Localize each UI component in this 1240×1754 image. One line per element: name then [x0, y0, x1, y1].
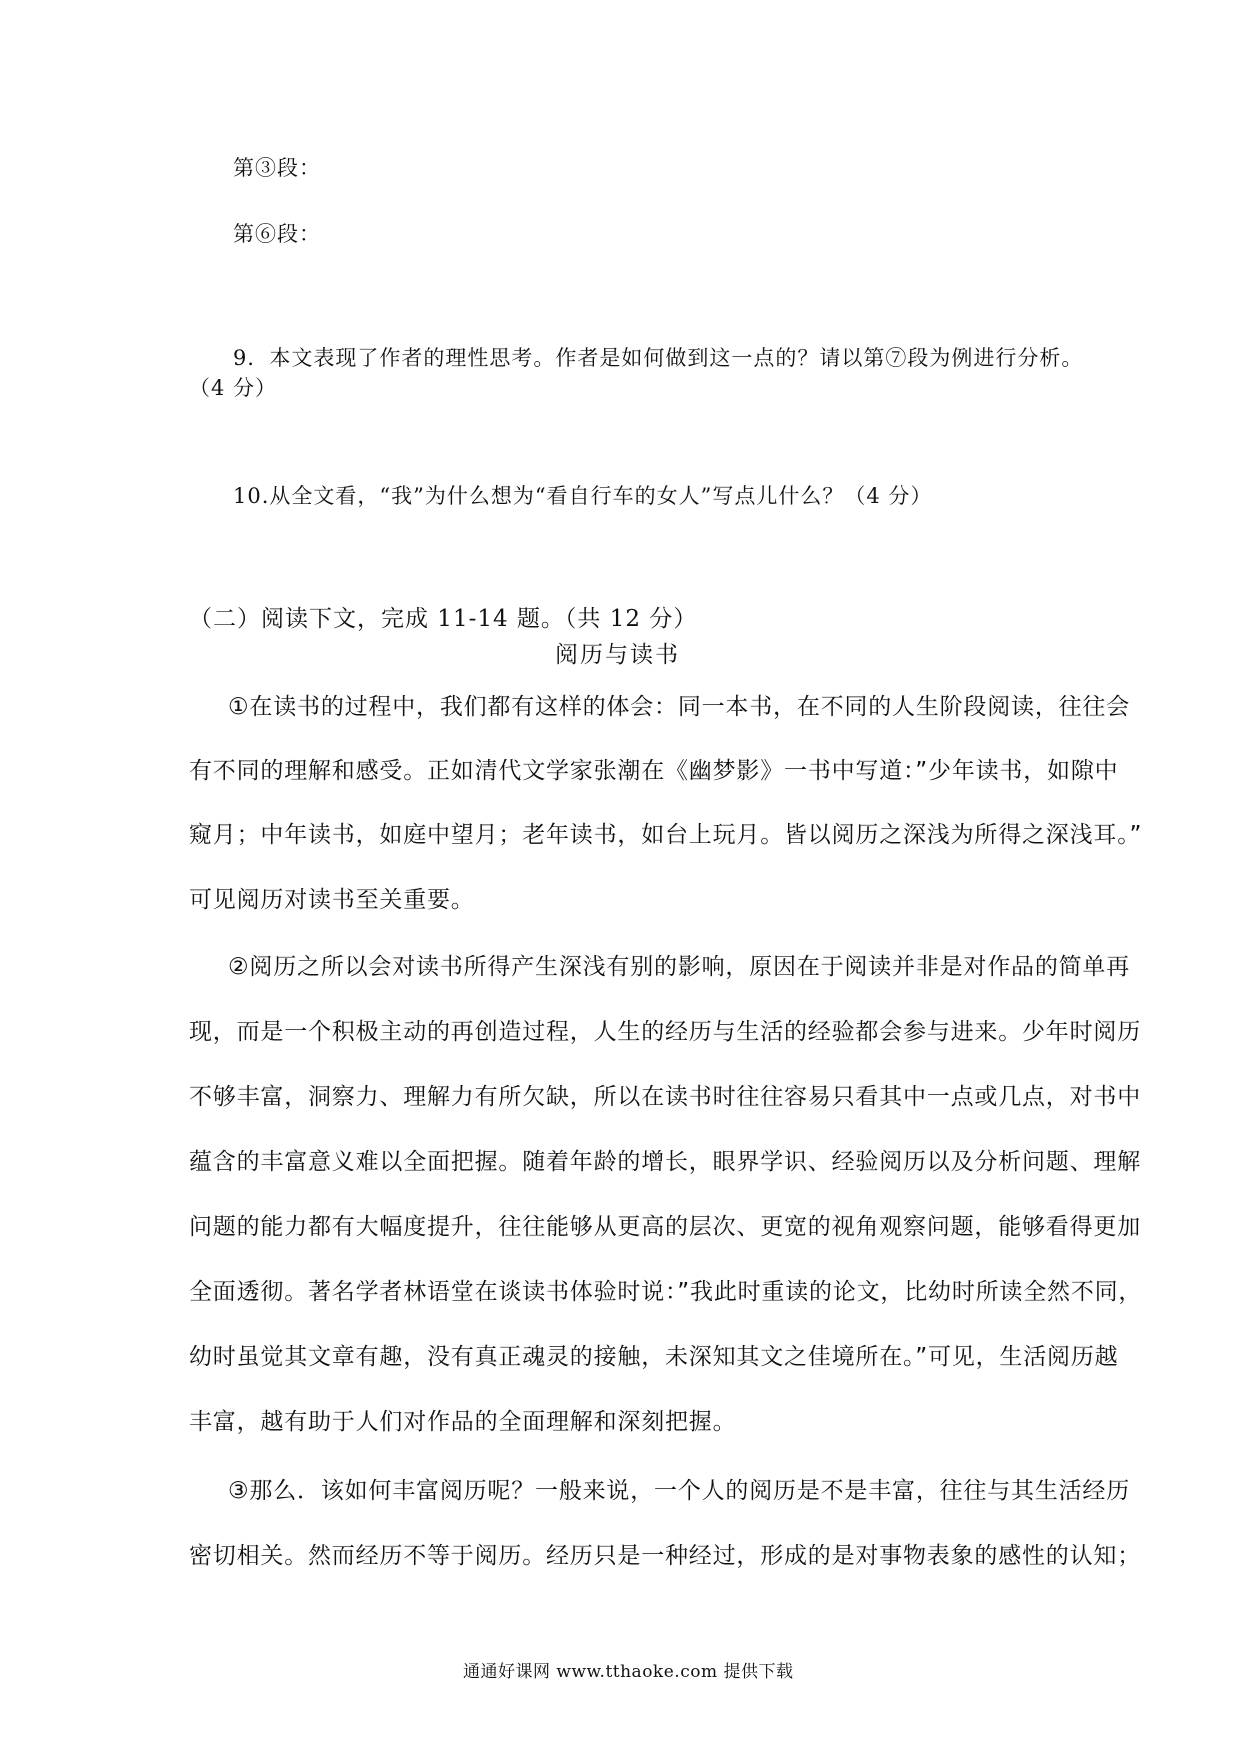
section-2-header: （二）阅读下文，完成 11-14 题。（共 12 分）: [189, 606, 698, 632]
page-footer: 通通好课网 www.tthaoke.com 提供下载: [463, 1662, 794, 1682]
paragraph-line: 窥月；中年读书，如庭中望月；老年读书，如台上玩月。皆以阅历之深浅为所得之深浅耳。”: [189, 822, 1143, 848]
question-10: 10.从全文看，“我”为什么想为“看自行车的女人”写点儿什么？（4 分）: [233, 484, 933, 508]
paragraph-line: 幼时虽觉其文章有趣，没有真正魂灵的接触，未深知其文之佳境所在。”可见，生活阅历越: [189, 1344, 1119, 1370]
paragraph-line: 有不同的理解和感受。正如清代文学家张潮在《幽梦影》一书中写道：”少年读书，如隙中: [189, 758, 1119, 784]
answer-label-paragraph-3: 第③段：: [233, 156, 321, 180]
paragraph-line: 全面透彻。著名学者林语堂在谈读书体验时说：”我此时重读的论文，比幼时所读全然不同，: [189, 1279, 1143, 1305]
paragraph-line: ③那么．该如何丰富阅历呢？一般来说，一个人的阅历是不是丰富，往往与其生活经历: [228, 1478, 1131, 1504]
question-9-score: （4 分）: [189, 376, 278, 400]
paragraph-line: 蕴含的丰富意义难以全面把握。随着年龄的增长，眼界学识、经验阅历以及分析问题、理解: [189, 1149, 1141, 1175]
paragraph-line: ②阅历之所以会对读书所得产生深浅有别的影响，原因在于阅读并非是对作品的简单再: [228, 954, 1131, 980]
paragraph-line: 密切相关。然而经历不等于阅历。经历只是一种经过，形成的是对事物表象的感性的认知；: [189, 1543, 1141, 1569]
paragraph-line: 现，而是一个积极主动的再创造过程，人生的经历与生活的经验都会参与进来。少年时阅历: [189, 1019, 1141, 1045]
question-9: 9．本文表现了作者的理性思考。作者是如何做到这一点的？请以第⑦段为例进行分析。: [233, 346, 1084, 370]
paragraph-line: 问题的能力都有大幅度提升，往往能够从更高的层次、更宽的视角观察问题，能够看得更加: [189, 1214, 1141, 1240]
paragraph-line: 不够丰富，洞察力、理解力有所欠缺，所以在读书时往往容易只看其中一点或几点，对书中: [189, 1084, 1141, 1110]
article-title: 阅历与读书: [555, 642, 680, 668]
paragraph-line: ①在读书的过程中，我们都有这样的体会：同一本书，在不同的人生阶段阅读，往往会: [228, 694, 1131, 720]
answer-label-paragraph-6: 第⑥段：: [233, 222, 321, 246]
paragraph-line: 丰富，越有助于人们对作品的全面理解和深刻把握。: [189, 1409, 737, 1435]
paragraph-line: 可见阅历对读书至关重要。: [189, 887, 475, 913]
